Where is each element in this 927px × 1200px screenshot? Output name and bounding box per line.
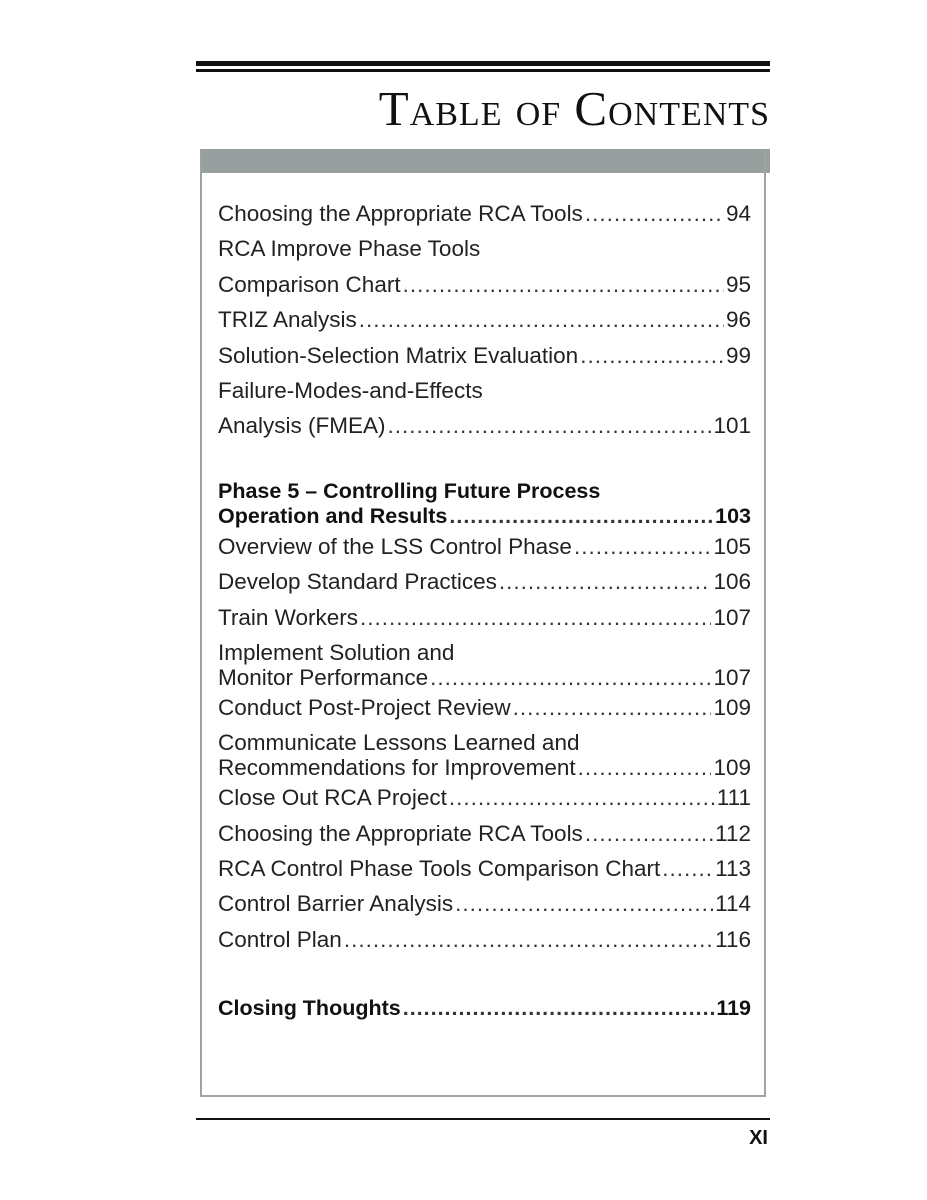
toc-entry[interactable]	[218, 780, 751, 815]
toc-entry[interactable]	[218, 690, 751, 725]
toc-leader-dots	[403, 991, 715, 1026]
toc-list	[218, 196, 751, 1027]
toc-entry[interactable]	[218, 755, 751, 780]
folio-page-number: XI	[749, 1127, 768, 1149]
toc-section-title-line[interactable]: Phase 5 – Controlling Future Process	[218, 478, 601, 503]
toc-page-number: 113	[715, 856, 751, 882]
toc-page-number: 105	[713, 533, 751, 559]
toc-leader-dots	[360, 600, 711, 635]
toc-leader-dots	[513, 690, 712, 725]
toc-page-number: 95	[725, 271, 751, 297]
toc-entry[interactable]	[218, 851, 751, 886]
toc-entry[interactable]	[218, 338, 751, 373]
section-spacer	[218, 444, 751, 479]
toc-entry-title: Analysis (FMEA)	[218, 413, 386, 439]
toc-page-number: 111	[716, 785, 751, 811]
toc-leader-dots	[585, 816, 713, 851]
toc-leader-dots	[449, 780, 715, 815]
toc-page-number: 106	[713, 569, 751, 595]
toc-page-number: 101	[713, 413, 751, 439]
toc-page-number: 103	[715, 503, 751, 528]
toc-leader-dots	[449, 504, 713, 529]
toc-page-number: 107	[713, 664, 751, 690]
toc-page-number: 107	[713, 604, 751, 630]
toc-entry[interactable]	[218, 529, 751, 564]
toc-section-entry[interactable]	[218, 504, 751, 529]
toc-entry-title-line[interactable]: Implement Solution and	[218, 639, 455, 665]
toc-page-number: 94	[725, 201, 751, 226]
toc-entry-title: Conduct Post-Project Review	[218, 694, 511, 720]
toc-leader-dots	[574, 529, 712, 564]
toc-page-number: 119	[716, 996, 751, 1021]
toc-entry-title: Comparison Chart	[218, 271, 401, 297]
toc-leader-dots	[578, 755, 712, 780]
toc-page-number: 109	[713, 694, 751, 720]
toc-entry-title: Choosing the Appropriate RCA Tools	[218, 201, 583, 226]
toc-page-number: 116	[715, 926, 751, 952]
page-title: Table of Contents	[378, 81, 770, 136]
toc-section-entry[interactable]	[218, 991, 751, 1026]
toc-entry-title-line[interactable]: Failure-Modes-and-Effects	[218, 377, 483, 403]
toc-leader-dots	[403, 267, 724, 302]
toc-entry[interactable]	[218, 922, 751, 957]
toc-leader-dots	[585, 196, 724, 231]
toc-section-title: Closing Thoughts	[218, 996, 401, 1021]
toc-leader-dots	[388, 408, 712, 443]
toc-entry-title: Choosing the Appropriate RCA Tools	[218, 820, 583, 846]
toc-entry-title: Solution-Selection Matrix Evaluation	[218, 342, 579, 368]
toc-entry[interactable]	[218, 196, 751, 231]
toc-leader-dots	[580, 338, 724, 373]
toc-entry[interactable]	[218, 302, 751, 337]
toc-page-number: 114	[715, 891, 751, 917]
toc-leader-dots	[430, 665, 711, 690]
toc-page-number: 96	[725, 307, 751, 333]
toc-leader-dots	[359, 302, 724, 337]
toc-entry-title: Train Workers	[218, 604, 359, 630]
toc-leader-dots	[455, 886, 713, 921]
toc-entry-title: Recommendations for Improvement	[218, 755, 576, 781]
toc-entry-title: Overview of the LSS Control Phase	[218, 533, 572, 559]
toc-entry[interactable]	[218, 408, 751, 443]
header-rule-thin	[196, 69, 770, 72]
toc-entry-title: Monitor Performance	[218, 664, 429, 690]
toc-entry[interactable]	[218, 816, 751, 851]
toc-entry[interactable]	[218, 600, 751, 635]
toc-entry[interactable]	[218, 665, 751, 690]
toc-entry[interactable]	[218, 886, 751, 921]
toc-entry[interactable]	[218, 267, 751, 302]
toc-entry-title: Develop Standard Practices	[218, 569, 497, 595]
toc-entry-title: Control Barrier Analysis	[218, 891, 454, 917]
toc-entry-title-line[interactable]: RCA Improve Phase Tools	[218, 236, 481, 262]
toc-page-number: 99	[725, 342, 751, 368]
toc-leader-dots	[344, 922, 713, 957]
toc-page-number: 112	[715, 820, 751, 846]
toc-entry-title: Close Out RCA Project	[218, 785, 447, 811]
toc-entry[interactable]	[218, 564, 751, 599]
toc-entry-title-line[interactable]: Communicate Lessons Learned and	[218, 730, 580, 756]
toc-entry-title: RCA Control Phase Tools Comparison Chart	[218, 856, 661, 882]
toc-entry-title: Control Plan	[218, 926, 342, 952]
toc-leader-dots	[499, 564, 712, 599]
toc-leader-dots	[662, 851, 713, 886]
toc-page-number: 109	[713, 755, 751, 781]
section-spacer	[218, 957, 751, 991]
toc-section-title: Operation and Results	[218, 503, 448, 528]
header-rule-thick	[196, 61, 770, 66]
footer-rule	[196, 1118, 770, 1120]
toc-entry-title: TRIZ Analysis	[218, 307, 357, 333]
